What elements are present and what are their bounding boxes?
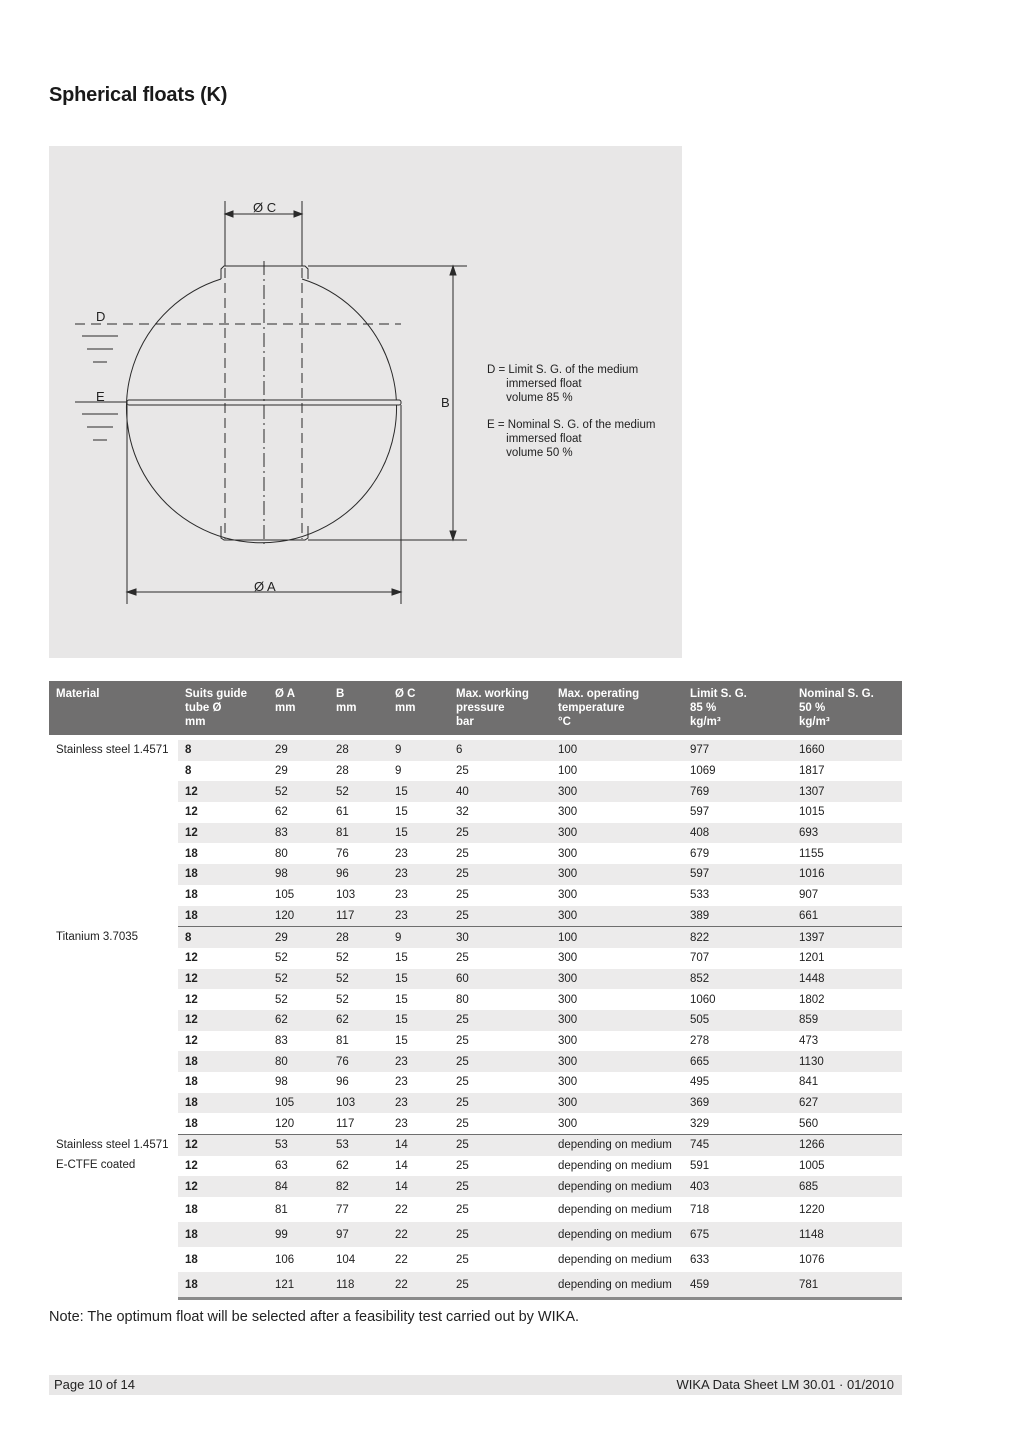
dim-b-label: B bbox=[441, 395, 450, 410]
table-cell: 52 bbox=[336, 952, 349, 965]
table-cell: 675 bbox=[683, 1222, 792, 1247]
table-cell: 25 bbox=[449, 906, 551, 927]
table-cell: 1148 bbox=[792, 1222, 902, 1247]
table-cell: 14 bbox=[388, 1176, 449, 1197]
table-cell: 15 bbox=[395, 952, 408, 965]
col-header: Ø A mm bbox=[268, 681, 329, 738]
table-cell: 6 bbox=[449, 738, 551, 761]
table-cell: 1448 bbox=[792, 969, 902, 990]
table-cell: 22 bbox=[395, 1203, 408, 1216]
table-cell: 300 bbox=[558, 847, 578, 860]
table-cell: 505 bbox=[683, 1010, 792, 1031]
table-cell: 23 bbox=[388, 864, 449, 885]
table-cell: 769 bbox=[683, 781, 792, 802]
table-cell: 77 bbox=[336, 1203, 349, 1216]
table-cell: 25 bbox=[456, 847, 469, 860]
table-cell: 105 bbox=[268, 1093, 329, 1114]
table-cell: depending on medium bbox=[558, 1160, 672, 1173]
col-header: Max. working pressure bar bbox=[449, 681, 551, 738]
table-cell: 25 bbox=[456, 1076, 469, 1089]
table-cell: 329 bbox=[683, 1113, 792, 1134]
tube-diameter-cell: 18 bbox=[178, 1272, 268, 1299]
table-cell: 120 bbox=[268, 906, 329, 927]
tube-diameter-cell: 12 bbox=[185, 993, 198, 1006]
table-row bbox=[49, 927, 902, 948]
table-cell: 52 bbox=[329, 781, 388, 802]
table-cell: 1220 bbox=[799, 1203, 825, 1216]
table-cell: 82 bbox=[329, 1176, 388, 1197]
table-cell: 83 bbox=[268, 823, 329, 844]
table-cell: 29 bbox=[268, 927, 329, 948]
col-header: Ø C mm bbox=[388, 681, 449, 738]
tube-diameter-cell: 18 bbox=[185, 1203, 198, 1216]
table-cell: 1005 bbox=[799, 1160, 825, 1173]
table-cell: 28 bbox=[329, 738, 388, 761]
tube-diameter-cell: 12 bbox=[178, 1010, 268, 1031]
table-cell: 15 bbox=[395, 993, 408, 1006]
table-cell: 100 bbox=[558, 765, 578, 778]
table-cell: 25 bbox=[449, 1093, 551, 1114]
table-cell: 62 bbox=[329, 1010, 388, 1031]
table-cell: 15 bbox=[388, 1010, 449, 1031]
table-cell: 403 bbox=[683, 1176, 792, 1197]
legend-e: E = Nominal S. G. of the medium immersed float volume 50 % bbox=[487, 419, 656, 459]
table-cell: 52 bbox=[275, 952, 288, 965]
table-cell: 23 bbox=[395, 1076, 408, 1089]
table-cell: 29 bbox=[275, 765, 288, 778]
table-cell: 1201 bbox=[799, 952, 825, 965]
table-cell: 100 bbox=[551, 927, 683, 948]
table-cell: 781 bbox=[792, 1272, 902, 1299]
table-cell: 23 bbox=[388, 1051, 449, 1072]
table-cell: 9 bbox=[388, 927, 449, 948]
col-header: B mm bbox=[329, 681, 388, 738]
table-cell: 907 bbox=[799, 889, 819, 902]
table-cell: 597 bbox=[690, 806, 710, 819]
tube-diameter-cell: 18 bbox=[178, 1222, 268, 1247]
table-cell: 14 bbox=[395, 1160, 408, 1173]
tube-diameter-cell: 18 bbox=[178, 1051, 268, 1072]
table-cell: 25 bbox=[456, 889, 469, 902]
table-cell: 23 bbox=[388, 906, 449, 927]
level-e-label: E bbox=[96, 389, 105, 404]
table-cell: 25 bbox=[456, 1034, 469, 1047]
diagram-legend bbox=[487, 363, 655, 473]
table-cell: 661 bbox=[792, 906, 902, 927]
table-cell: 300 bbox=[551, 823, 683, 844]
table-cell: 852 bbox=[683, 969, 792, 990]
table-cell: 99 bbox=[268, 1222, 329, 1247]
table-cell: 80 bbox=[268, 1051, 329, 1072]
col-header: Material bbox=[49, 681, 178, 738]
table-cell: 98 bbox=[268, 864, 329, 885]
table-cell: 369 bbox=[683, 1093, 792, 1114]
table-cell: 597 bbox=[683, 864, 792, 885]
table-cell: 63 bbox=[275, 1160, 288, 1173]
table-cell: 822 bbox=[683, 927, 792, 948]
table-cell: 81 bbox=[336, 1034, 349, 1047]
page-number: Page 10 of 14 bbox=[54, 1377, 135, 1392]
table-cell: 300 bbox=[558, 1034, 578, 1047]
table-cell: 693 bbox=[792, 823, 902, 844]
table-cell: 1155 bbox=[799, 847, 824, 860]
tube-diameter-cell: 18 bbox=[178, 1093, 268, 1114]
tube-diameter-cell: 12 bbox=[185, 806, 198, 819]
table-cell: 679 bbox=[690, 847, 710, 860]
tube-diameter-cell: 18 bbox=[185, 1253, 198, 1266]
table-cell: 1069 bbox=[690, 765, 716, 778]
tube-diameter-cell: 12 bbox=[178, 969, 268, 990]
table-cell: 53 bbox=[268, 1135, 329, 1156]
float-diagram bbox=[49, 146, 682, 658]
table-cell: depending on medium bbox=[558, 1253, 672, 1266]
table-cell: 23 bbox=[395, 847, 408, 860]
table-cell: 76 bbox=[329, 1051, 388, 1072]
tube-diameter-cell: 18 bbox=[178, 906, 268, 927]
table-cell: 560 bbox=[792, 1113, 902, 1134]
table-cell: 61 bbox=[336, 806, 349, 819]
table-cell: 15 bbox=[388, 823, 449, 844]
table-cell: 25 bbox=[449, 864, 551, 885]
table-cell: 23 bbox=[388, 1093, 449, 1114]
table-cell: 80 bbox=[456, 993, 469, 1006]
table-cell: 105 bbox=[275, 889, 295, 902]
table-cell: 104 bbox=[336, 1253, 356, 1266]
table-cell: 533 bbox=[690, 889, 710, 902]
table-cell: 591 bbox=[690, 1160, 710, 1173]
table-cell: 25 bbox=[456, 1203, 469, 1216]
table-cell: 1130 bbox=[792, 1051, 902, 1072]
table-cell: 120 bbox=[268, 1113, 329, 1134]
table-cell: 52 bbox=[336, 993, 349, 1006]
tube-diameter-cell: 8 bbox=[178, 927, 268, 948]
table-cell: 103 bbox=[336, 889, 356, 902]
table-cell: 97 bbox=[329, 1222, 388, 1247]
table-cell: 1266 bbox=[792, 1135, 902, 1156]
col-header: Max. operating temperature °C bbox=[551, 681, 683, 738]
tube-diameter-cell: 8 bbox=[185, 765, 192, 778]
table-cell: 76 bbox=[336, 847, 349, 860]
tube-diameter-cell: 18 bbox=[178, 864, 268, 885]
table-cell: 473 bbox=[799, 1034, 819, 1047]
tube-diameter-cell: 8 bbox=[178, 738, 268, 761]
table-cell: 81 bbox=[275, 1203, 288, 1216]
table-cell: 1016 bbox=[792, 864, 902, 885]
table-cell: 52 bbox=[275, 993, 288, 1006]
table-cell: 1817 bbox=[799, 765, 825, 778]
material-cell: Stainless steel 1.4571 E-CTFE coated bbox=[49, 1135, 178, 1299]
table-cell: 459 bbox=[683, 1272, 792, 1299]
table-cell: 96 bbox=[336, 1076, 349, 1089]
table-cell: 408 bbox=[683, 823, 792, 844]
float-spec-table bbox=[49, 681, 902, 1300]
table-cell: 1397 bbox=[792, 927, 902, 948]
table-cell: 300 bbox=[551, 1010, 683, 1031]
table-cell: 300 bbox=[558, 993, 578, 1006]
table-cell: 28 bbox=[336, 765, 349, 778]
table-cell: 300 bbox=[551, 1051, 683, 1072]
table-cell: 300 bbox=[551, 864, 683, 885]
legend-d: D = Limit S. G. of the medium immersed float volume 85 % bbox=[487, 364, 639, 404]
table-cell: 300 bbox=[558, 952, 578, 965]
table-cell: 1802 bbox=[799, 993, 825, 1006]
table-cell: 25 bbox=[456, 1160, 469, 1173]
table-cell: 106 bbox=[275, 1253, 295, 1266]
table-cell: 25 bbox=[449, 1272, 551, 1299]
table-cell: 83 bbox=[275, 1034, 288, 1047]
tube-diameter-cell: 12 bbox=[178, 781, 268, 802]
dim-oa-label: Ø A bbox=[254, 579, 276, 594]
table-cell: 633 bbox=[690, 1253, 710, 1266]
table-body bbox=[49, 738, 902, 1299]
table-cell: 1660 bbox=[792, 738, 902, 761]
tube-diameter-cell: 12 bbox=[185, 1160, 198, 1173]
table-row bbox=[49, 1135, 902, 1156]
table-cell: 29 bbox=[268, 738, 329, 761]
table-cell: 300 bbox=[551, 1113, 683, 1134]
tube-diameter-cell: 12 bbox=[178, 1176, 268, 1197]
table-cell: 300 bbox=[551, 1093, 683, 1114]
tube-diameter-cell: 18 bbox=[178, 1113, 268, 1134]
table-cell: 745 bbox=[683, 1135, 792, 1156]
tube-diameter-cell: 12 bbox=[185, 952, 198, 965]
table-cell: 25 bbox=[456, 952, 469, 965]
table-cell: 52 bbox=[268, 781, 329, 802]
table-cell: 25 bbox=[449, 823, 551, 844]
note-text: Note: The optimum float will be selected after a feasibility test carried out by WIKA. bbox=[49, 1309, 580, 1325]
table-cell: 22 bbox=[388, 1272, 449, 1299]
table-cell: 117 bbox=[329, 906, 388, 927]
table-cell: 1015 bbox=[799, 806, 825, 819]
table-cell: 62 bbox=[275, 806, 288, 819]
table-cell: 9 bbox=[388, 738, 449, 761]
table-cell: 22 bbox=[388, 1222, 449, 1247]
table-cell: 300 bbox=[551, 781, 683, 802]
table-cell: 23 bbox=[395, 889, 408, 902]
tube-diameter-cell: 12 bbox=[178, 823, 268, 844]
table-cell: 53 bbox=[329, 1135, 388, 1156]
page-footer bbox=[49, 1375, 902, 1395]
table-cell: 28 bbox=[329, 927, 388, 948]
table-cell: 15 bbox=[388, 969, 449, 990]
table-cell: 495 bbox=[690, 1076, 710, 1089]
table-cell: 30 bbox=[449, 927, 551, 948]
table-cell: depending on medium bbox=[551, 1135, 683, 1156]
page-title: Spherical floats (K) bbox=[49, 84, 228, 106]
table-cell: 121 bbox=[268, 1272, 329, 1299]
table-cell: 278 bbox=[690, 1034, 710, 1047]
table-cell: 718 bbox=[690, 1203, 710, 1216]
table-cell: 60 bbox=[449, 969, 551, 990]
table-cell: 25 bbox=[456, 1253, 469, 1266]
table-cell: 32 bbox=[456, 806, 469, 819]
table-cell: 627 bbox=[792, 1093, 902, 1114]
table-cell: 977 bbox=[683, 738, 792, 761]
table-cell: 52 bbox=[268, 969, 329, 990]
tube-diameter-cell: 12 bbox=[178, 1135, 268, 1156]
table-cell: 118 bbox=[329, 1272, 388, 1299]
table-cell: 389 bbox=[683, 906, 792, 927]
table-cell: 96 bbox=[329, 864, 388, 885]
dim-oc-label: Ø C bbox=[253, 200, 277, 215]
table-cell: depending on medium bbox=[558, 1203, 672, 1216]
document-id: WIKA Data Sheet LM 30.01 · 01/2010 bbox=[676, 1377, 894, 1392]
table-cell: 665 bbox=[683, 1051, 792, 1072]
table-cell: 300 bbox=[558, 1076, 578, 1089]
table-cell: 841 bbox=[799, 1076, 819, 1089]
table-cell: 9 bbox=[395, 765, 402, 778]
col-header: Limit S. G. 85 % kg/m³ bbox=[683, 681, 792, 738]
table-header-row bbox=[49, 681, 902, 738]
table-cell: 1076 bbox=[799, 1253, 825, 1266]
table-cell: 25 bbox=[449, 1010, 551, 1031]
table-cell: 40 bbox=[449, 781, 551, 802]
material-cell: Titanium 3.7035 bbox=[49, 927, 178, 1135]
table-cell: 25 bbox=[449, 1222, 551, 1247]
table-cell: 25 bbox=[449, 1176, 551, 1197]
table-cell: 707 bbox=[690, 952, 710, 965]
table-cell: 84 bbox=[268, 1176, 329, 1197]
table-cell: 98 bbox=[275, 1076, 288, 1089]
table-cell: 15 bbox=[395, 1034, 408, 1047]
tube-diameter-cell: 18 bbox=[185, 1076, 198, 1089]
table-cell: 117 bbox=[329, 1113, 388, 1134]
table-cell: 300 bbox=[558, 889, 578, 902]
table-cell: 103 bbox=[329, 1093, 388, 1114]
level-d-label: D bbox=[96, 309, 106, 324]
table-cell: 23 bbox=[388, 1113, 449, 1134]
table-cell: 859 bbox=[792, 1010, 902, 1031]
table-cell: 100 bbox=[551, 738, 683, 761]
table-cell: depending on medium bbox=[551, 1272, 683, 1299]
table-cell: 14 bbox=[388, 1135, 449, 1156]
table-cell: 685 bbox=[792, 1176, 902, 1197]
table-row bbox=[49, 738, 902, 761]
material-cell: Stainless steel 1.4571 bbox=[49, 738, 178, 927]
table-cell: 1060 bbox=[690, 993, 716, 1006]
table-cell: depending on medium bbox=[551, 1176, 683, 1197]
tube-diameter-cell: 12 bbox=[185, 1034, 198, 1047]
table-cell: 1307 bbox=[792, 781, 902, 802]
table-cell: 300 bbox=[551, 969, 683, 990]
table-cell: 15 bbox=[395, 806, 408, 819]
table-cell: 52 bbox=[329, 969, 388, 990]
table-cell: 25 bbox=[449, 1113, 551, 1134]
tube-diameter-cell: 18 bbox=[185, 847, 198, 860]
table-cell: 22 bbox=[395, 1253, 408, 1266]
col-header: Nominal S. G. 50 % kg/m³ bbox=[792, 681, 902, 738]
table-cell: 25 bbox=[456, 765, 469, 778]
table-cell: 300 bbox=[551, 906, 683, 927]
table-cell: depending on medium bbox=[551, 1222, 683, 1247]
table-cell: 81 bbox=[329, 823, 388, 844]
tube-diameter-cell: 18 bbox=[185, 889, 198, 902]
table-cell: 62 bbox=[268, 1010, 329, 1031]
sphere-outline bbox=[126, 279, 396, 543]
table-cell: 25 bbox=[449, 1051, 551, 1072]
col-header: Suits guide tube Ø mm bbox=[178, 681, 268, 738]
table-cell: 300 bbox=[558, 806, 578, 819]
table-cell: 62 bbox=[336, 1160, 349, 1173]
table-cell: 25 bbox=[449, 1135, 551, 1156]
table-cell: 15 bbox=[388, 781, 449, 802]
table-cell: 80 bbox=[275, 847, 288, 860]
